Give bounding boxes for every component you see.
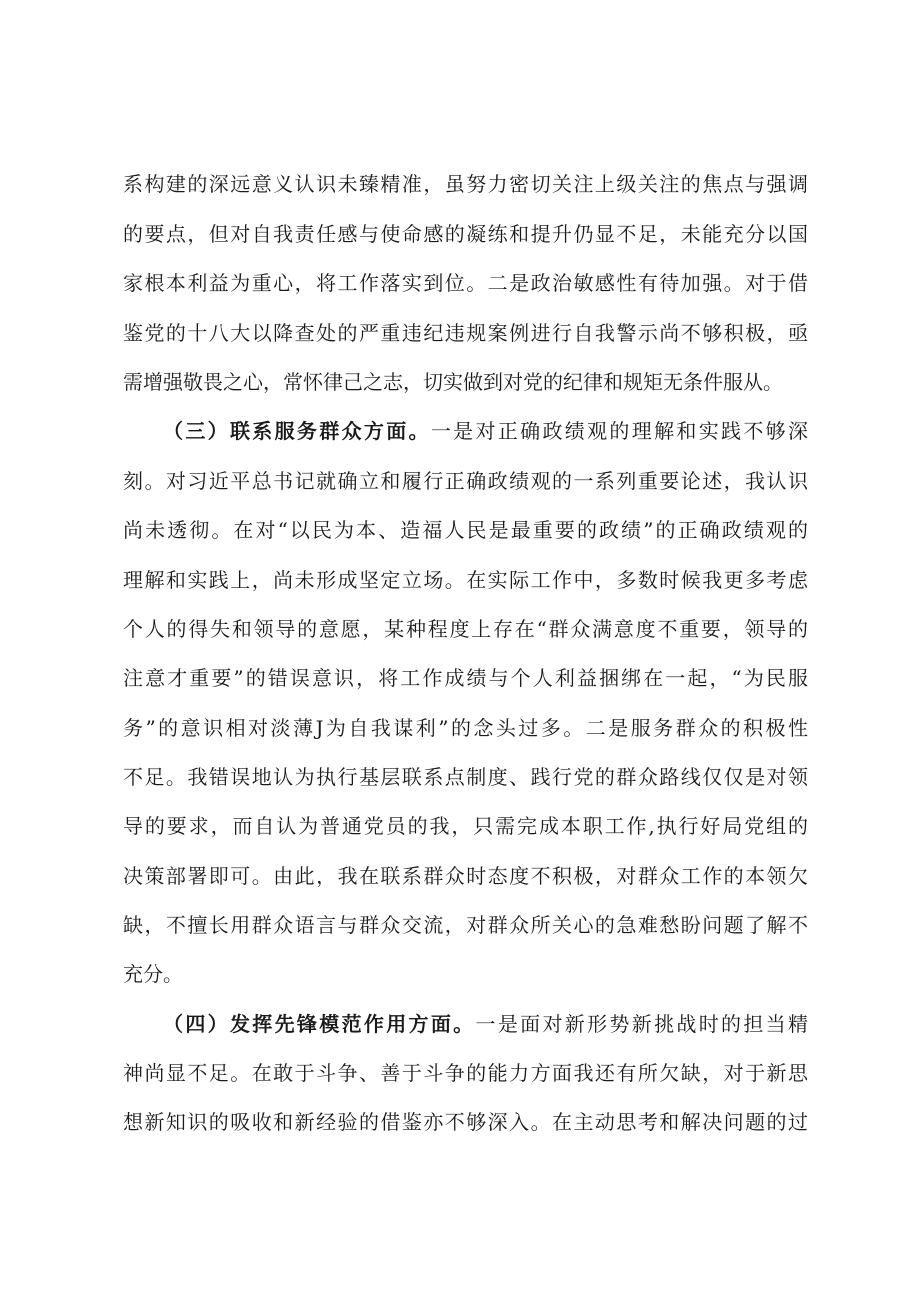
text-line: 的要点，但对自我责任感与使命感的凝练和提升仍显不足，未能充分以国 xyxy=(123,222,808,246)
section-4-heading: （四）发挥先锋模范作用方面。 xyxy=(163,1012,476,1036)
text-line: 需增强敬畏之心，常怀律己之志，切实做到对党的纪律和规矩无条件服从。 xyxy=(123,370,783,394)
text-line: 家根本利益为重心，将工作落实到位。二是政治敏感性有待加强。对于借 xyxy=(123,271,808,295)
text-line: 个人的得失和领导的意愿，某种程度上存在“群众满意度不重要，领导的 xyxy=(123,617,808,641)
section-3-first-line xyxy=(163,419,808,443)
text-line: 务”的意识相对淡薄J为自我谋利”的念头过多。二是服务群众的积极性 xyxy=(123,716,808,740)
text-line: 不足。我错误地认为执行基层联系点制度、践行党的群众路线仅仅是对领 xyxy=(123,765,808,789)
text-line: 导的要求，而自认为普通党员的我，只需完成本职工作,执行好局党组的 xyxy=(123,814,808,838)
text-line: 尚未透彻。在对“以民为本、造福人民是最重要的政绩”的正确政绩观的 xyxy=(123,518,808,542)
text-line: 鉴党的十八大以降查处的严重违纪违规案例进行自我警示尚不够积极，亟 xyxy=(123,321,808,345)
section-3-heading: （三）联系服务群众方面。 xyxy=(163,419,431,443)
text-line: 神尚显不足。在敢于斗争、善于斗争的能力方面我还有所欠缺，对于新思 xyxy=(123,1061,808,1085)
section-3-first-line-text: 一是对正确政绩观的理解和实践不够深 xyxy=(430,419,809,443)
text-line: 系构建的深远意义认识未臻精准，虽努力密切关注上级关注的焦点与强调 xyxy=(123,172,808,196)
text-line: 充分。 xyxy=(123,962,183,986)
section-4-first-line xyxy=(163,1012,808,1036)
text-line: 想新知识的吸收和新经验的借鉴亦不够深入。在主动思考和解决问题的过 xyxy=(123,1110,808,1134)
text-line: 刻。对习近平总书记就确立和履行正确政绩观的一系列重要论述，我认识 xyxy=(123,469,808,493)
section-4-first-line-text: 一是面对新形势新挑战时的担当精 xyxy=(475,1012,808,1036)
text-line: 理解和实践上，尚未形成坚定立场。在实际工作中，多数时候我更多考虑 xyxy=(123,568,808,592)
text-line: 注意才重要”的错误意识，将工作成绩与个人利益捆绑在一起，“为民服 xyxy=(123,666,808,690)
text-line: 缺，不擅长用群众语言与群众交流，对群众所关心的急难愁盼问题了解不 xyxy=(123,913,808,937)
text-line: 决策部署即可。由此，我在联系群众时态度不积极，对群众工作的本领欠 xyxy=(123,864,808,888)
